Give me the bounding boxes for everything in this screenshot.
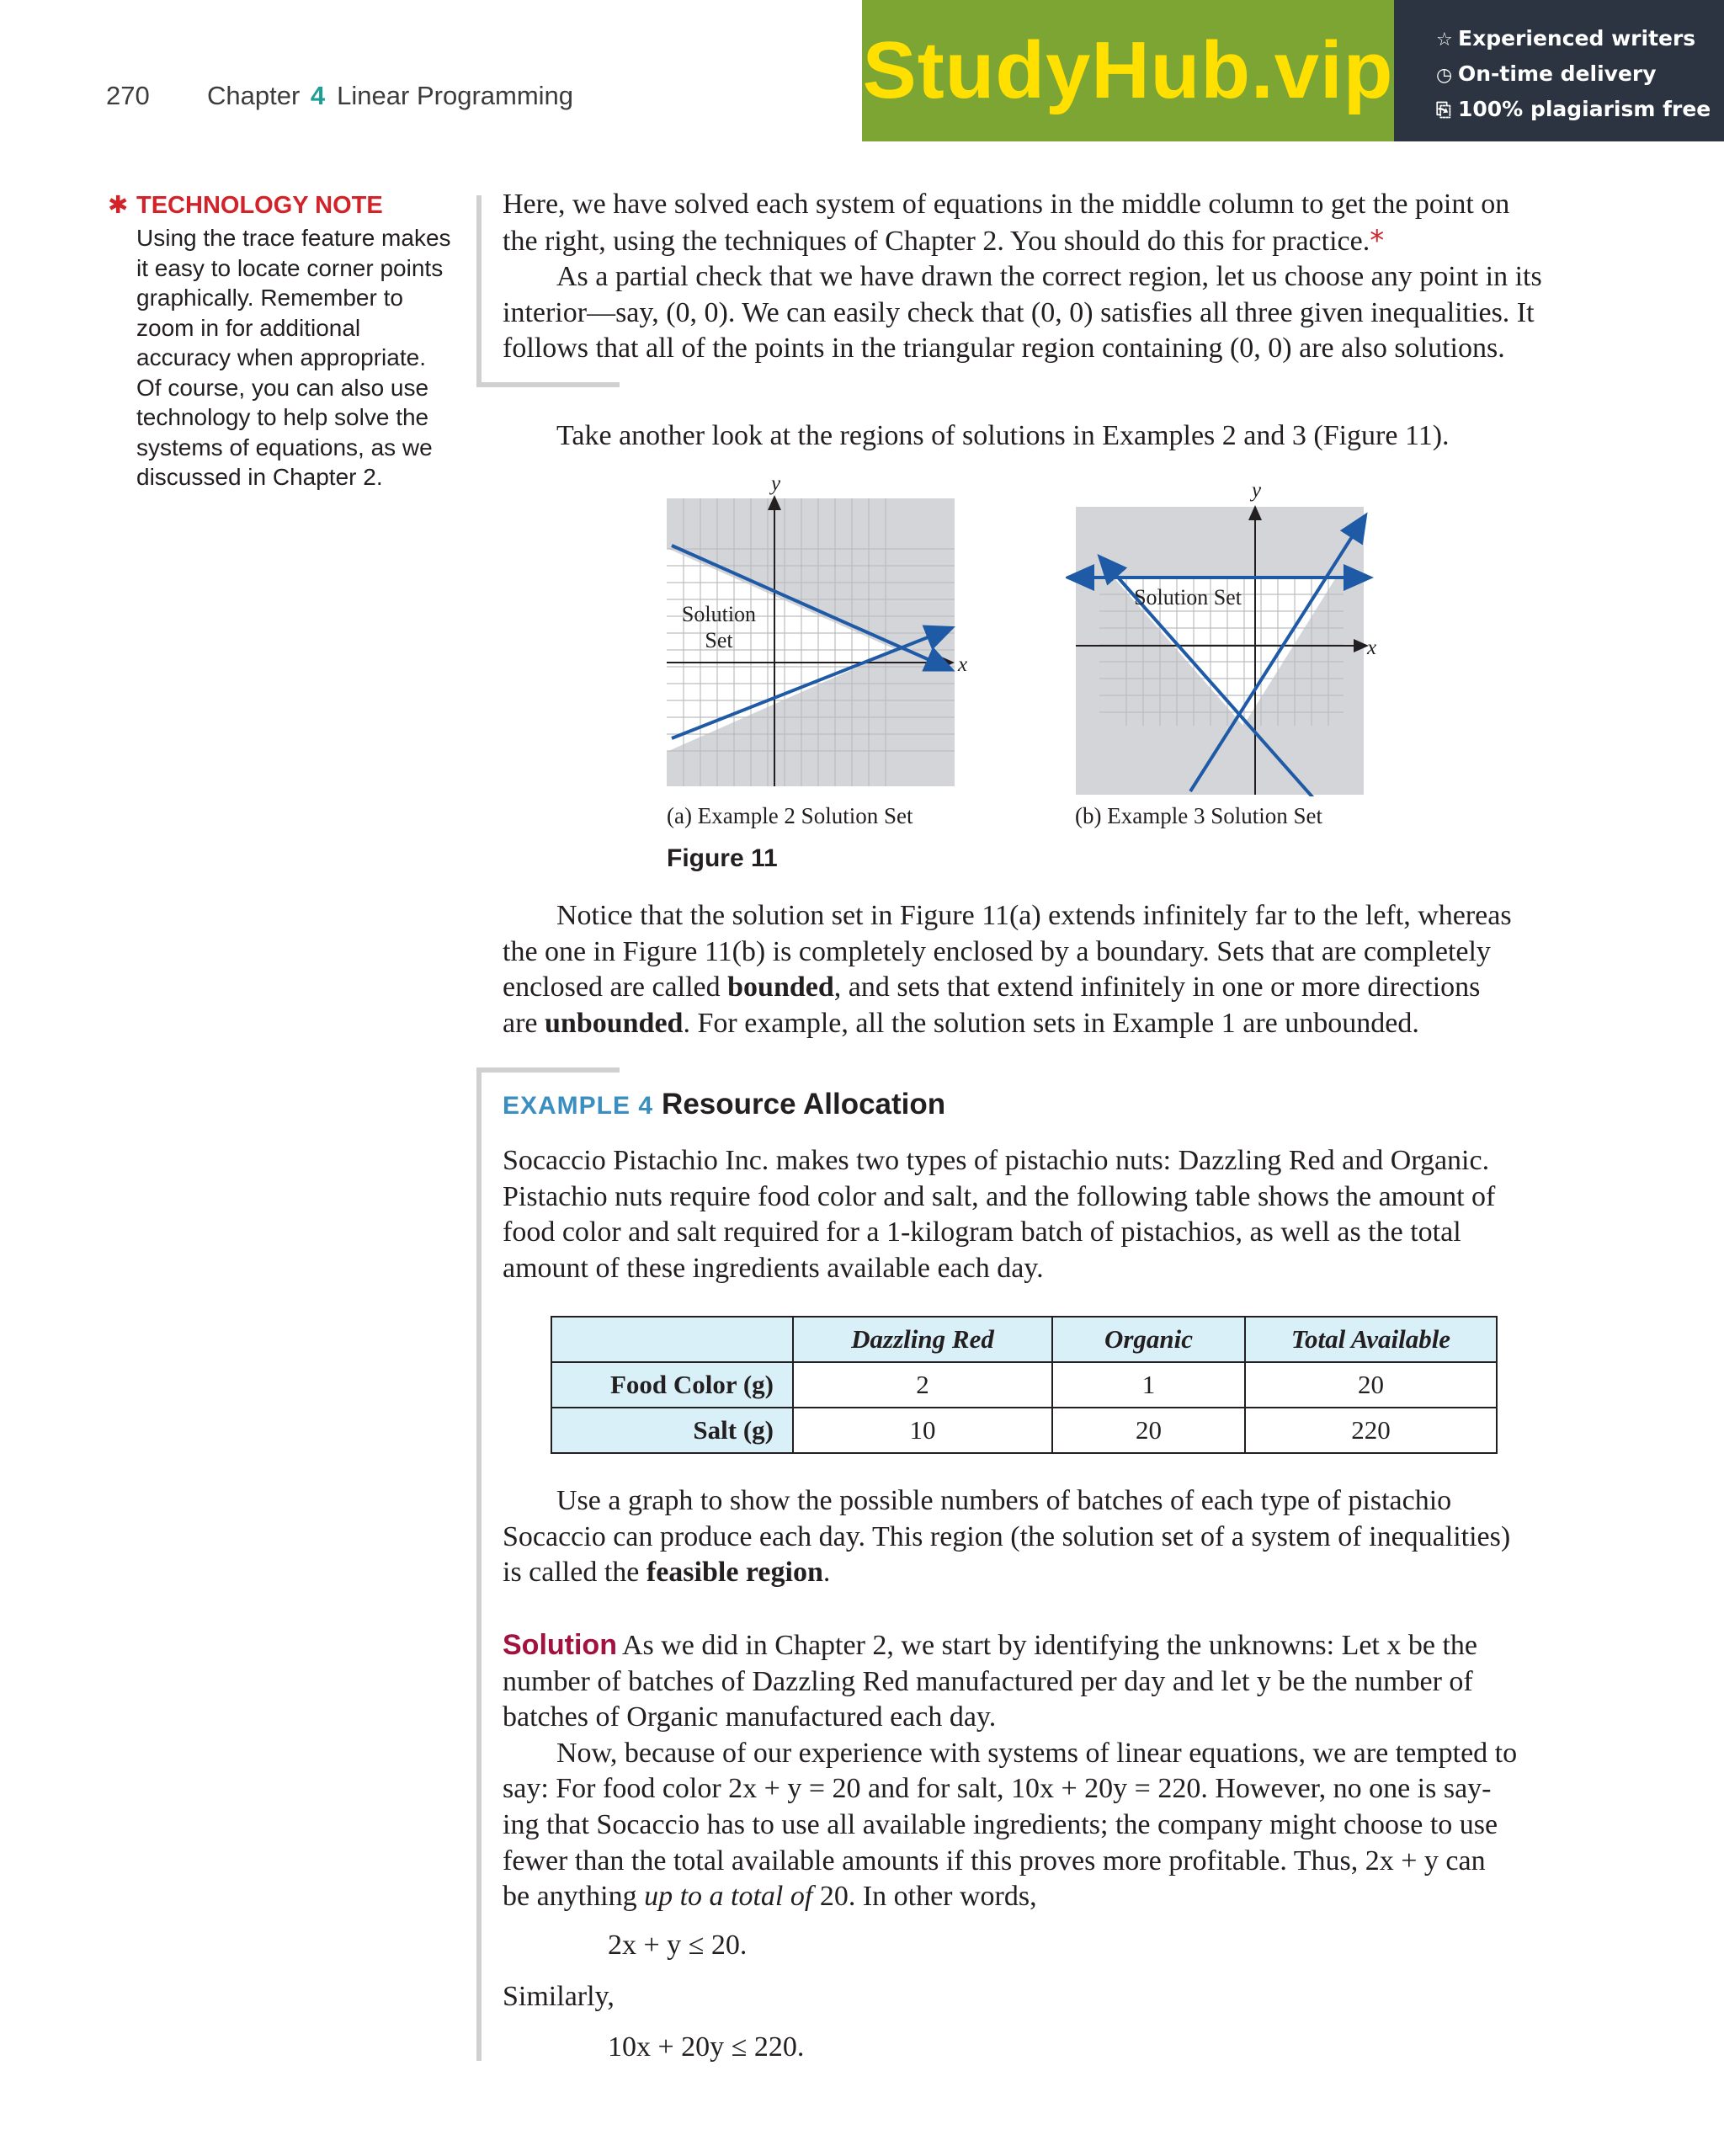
table-cell: 220 <box>1245 1408 1497 1453</box>
banner-feature-text: On-time delivery <box>1458 61 1657 86</box>
bracket-bar-example <box>476 1067 482 2061</box>
text-line: interior—say, (0, 0). We can easily check that (0, 0) satisfies all three given inequalities. It <box>503 296 1535 328</box>
note-line: graphically. Remember to <box>136 285 403 311</box>
text-line: Use a graph to show the possible numbers of batches of each type of pistachio <box>556 1485 1452 1516</box>
note-line: accuracy when appropriate. <box>136 344 426 370</box>
row-header: Food Color (g) <box>551 1362 793 1408</box>
x-axis-label: x <box>1367 636 1377 659</box>
example-label: EXAMPLE 4 <box>503 1092 654 1120</box>
y-axis-label: y <box>771 472 781 495</box>
banner-logo-panel[interactable] <box>862 0 1394 141</box>
table-cell: 20 <box>1052 1408 1245 1453</box>
text-line: enclosed are called <box>503 972 728 1003</box>
banner-features <box>1394 0 1724 141</box>
region-label: Solution Set <box>1134 585 1242 610</box>
figure-11a <box>657 471 976 791</box>
paragraph-example-intro <box>503 1143 1545 1286</box>
figure-11b <box>1066 476 1386 796</box>
paragraph-feasible-region <box>503 1483 1545 1591</box>
text-line: Now, because of our experience with systems of linear equations, we are tempted to <box>556 1737 1518 1769</box>
text-line: ing that Socaccio has to use all available ingredients; the company might choose to use <box>503 1808 1498 1840</box>
similarly-text: Similarly, <box>503 1981 615 2012</box>
text-line: batches of Organic manufactured each day. <box>503 1701 997 1733</box>
column-header: Total Available <box>1245 1317 1497 1362</box>
text-line: amount of these ingredients available each day. <box>503 1252 1044 1284</box>
text-line: 20. In other words, <box>812 1881 1037 1913</box>
clock-icon: ◷ <box>1436 65 1453 86</box>
inequality-salt: 10x + 20y ≤ 220. <box>608 2031 805 2063</box>
figure-11a-graph <box>657 471 976 791</box>
text-line: , and sets that extend infinitely in one or more directions <box>833 972 1481 1003</box>
example-heading <box>503 1088 945 1121</box>
text-line: be anything <box>503 1881 645 1913</box>
paragraph-take-another-look <box>503 418 1545 455</box>
figure-label: Figure 11 <box>667 844 778 872</box>
technology-note-title <box>108 190 470 220</box>
note-line: discussed in Chapter 2. <box>136 464 383 490</box>
table-header-row <box>551 1317 1497 1362</box>
table-cell: 10 <box>793 1408 1052 1453</box>
italic-phrase: up to a total of <box>644 1881 813 1913</box>
x-axis-label: x <box>958 653 968 676</box>
table-corner-cell <box>551 1317 793 1362</box>
text-line: Here, we have solved each system of equations in the middle column to get the point on <box>503 189 1510 220</box>
text-line: follows that all of the points in the triangular region containing (0, 0) are also solutions. <box>503 333 1505 365</box>
banner-feature-writers <box>1436 22 1724 57</box>
term-feasible-region: feasible region <box>646 1557 823 1589</box>
banner-logo[interactable]: StudyHub.vip <box>862 25 1394 115</box>
note-line: Of course, you can also use <box>136 374 429 401</box>
text-line: Socaccio can produce each day. This region (the solution set of a system of inequalities) <box>503 1520 1511 1552</box>
ingredients-table <box>551 1316 1498 1454</box>
table-cell: 2 <box>793 1362 1052 1408</box>
term-bounded: bounded <box>727 972 834 1003</box>
text-line: the one in Figure 11(b) is completely enclosed by a boundary. Sets that are completely <box>503 935 1491 967</box>
running-head <box>106 81 573 111</box>
row-header: Salt (g) <box>551 1408 793 1453</box>
text-line: number of batches of Dazzling Red manufactured per day and let y be the number of <box>503 1665 1473 1697</box>
figure-11b-caption: (b) Example 3 Solution Set <box>1075 803 1322 828</box>
text-line: . For example, all the solution sets in Example 1 are unbounded. <box>683 1007 1419 1039</box>
ad-banner[interactable] <box>862 0 1724 141</box>
technology-note-heading: TECHNOLOGY NOTE <box>136 192 383 219</box>
region-label: Set <box>705 628 733 652</box>
chapter-title: Linear Programming <box>337 81 574 110</box>
note-line: zoom in for additional <box>136 314 361 341</box>
bracket-head-example <box>476 1067 620 1073</box>
solution-section <box>503 1627 1545 1915</box>
banner-feature-text: 100% plagiarism free <box>1458 97 1711 121</box>
star-icon: ☆ <box>1436 29 1453 51</box>
chapter-word: Chapter <box>207 81 301 110</box>
chapter-number: 4 <box>310 81 326 110</box>
text-line: food color and salt required for a 1-kilogram batch of pistachios, as well as the total <box>503 1216 1461 1248</box>
column-header: Dazzling Red <box>793 1317 1052 1362</box>
banner-feature-plagiarism <box>1436 93 1724 128</box>
text-line: is called the <box>503 1557 646 1589</box>
text-line: fewer than the total available amounts if this proves more profitable. Thus, 2x + y can <box>503 1845 1486 1877</box>
note-line: systems of equations, as we <box>136 434 433 460</box>
bracket-foot-top <box>476 382 620 387</box>
solution-label: Solution <box>503 1629 617 1661</box>
document-check-icon: ⎘ <box>1436 100 1451 121</box>
technology-note <box>108 190 470 492</box>
banner-feature-delivery <box>1436 57 1724 93</box>
table-cell: 20 <box>1245 1362 1497 1408</box>
text-line: Take another look at the regions of solutions in Examples 2 and 3 (Figure 11). <box>556 420 1450 451</box>
note-line: Using the trace feature makes <box>136 225 451 251</box>
table-cell: 1 <box>1052 1362 1245 1408</box>
text-line: say: For food color 2x + y = 20 and for salt, 10x + 20y = 220. However, no one is say- <box>503 1773 1492 1805</box>
figure-11a-caption: (a) Example 2 Solution Set <box>667 803 913 828</box>
table-row <box>551 1362 1497 1408</box>
inequality-food-color: 2x + y ≤ 20. <box>608 1930 748 1961</box>
text-line: the right, using the techniques of Chapter 2. You should do this for practice. <box>503 225 1370 257</box>
bracket-bar-top <box>476 195 482 387</box>
paragraph-bounded <box>503 898 1545 1041</box>
term-unbounded: unbounded <box>545 1007 684 1039</box>
note-line: it easy to locate corner points <box>136 254 444 281</box>
y-axis-label: y <box>1252 479 1262 502</box>
asterisk-icon: ✱ <box>108 192 129 219</box>
text-line: As a partial check that we have drawn the correct region, let us choose any point in its <box>556 261 1542 293</box>
text-line: Notice that the solution set in Figure 11(a) extends infinitely far to the left, whereas <box>556 900 1512 931</box>
footnote-asterisk-icon: * <box>1370 223 1385 258</box>
text-line: As we did in Chapter 2, we start by identifying the unknowns: Let x be the <box>621 1630 1478 1661</box>
text-line: . <box>822 1557 831 1589</box>
paragraph-partial-check <box>503 187 1545 367</box>
table-row <box>551 1408 1497 1453</box>
text-line: Socaccio Pistachio Inc. makes two types of pistachio nuts: Dazzling Red and Organic. <box>503 1145 1490 1176</box>
note-line: technology to help solve the <box>136 404 429 430</box>
column-header: Organic <box>1052 1317 1245 1362</box>
paragraph <box>503 187 1545 367</box>
page-number: 270 <box>106 81 150 110</box>
text-line: Pistachio nuts require food color and salt, and the following table shows the amount of <box>503 1180 1496 1212</box>
region-label: Solution <box>681 602 757 626</box>
figure-11b-graph <box>1066 476 1386 796</box>
technology-note-body <box>136 223 470 492</box>
text-line: are <box>503 1007 545 1039</box>
example-title: Resource Allocation <box>662 1088 946 1121</box>
banner-feature-text: Experienced writers <box>1458 26 1696 51</box>
